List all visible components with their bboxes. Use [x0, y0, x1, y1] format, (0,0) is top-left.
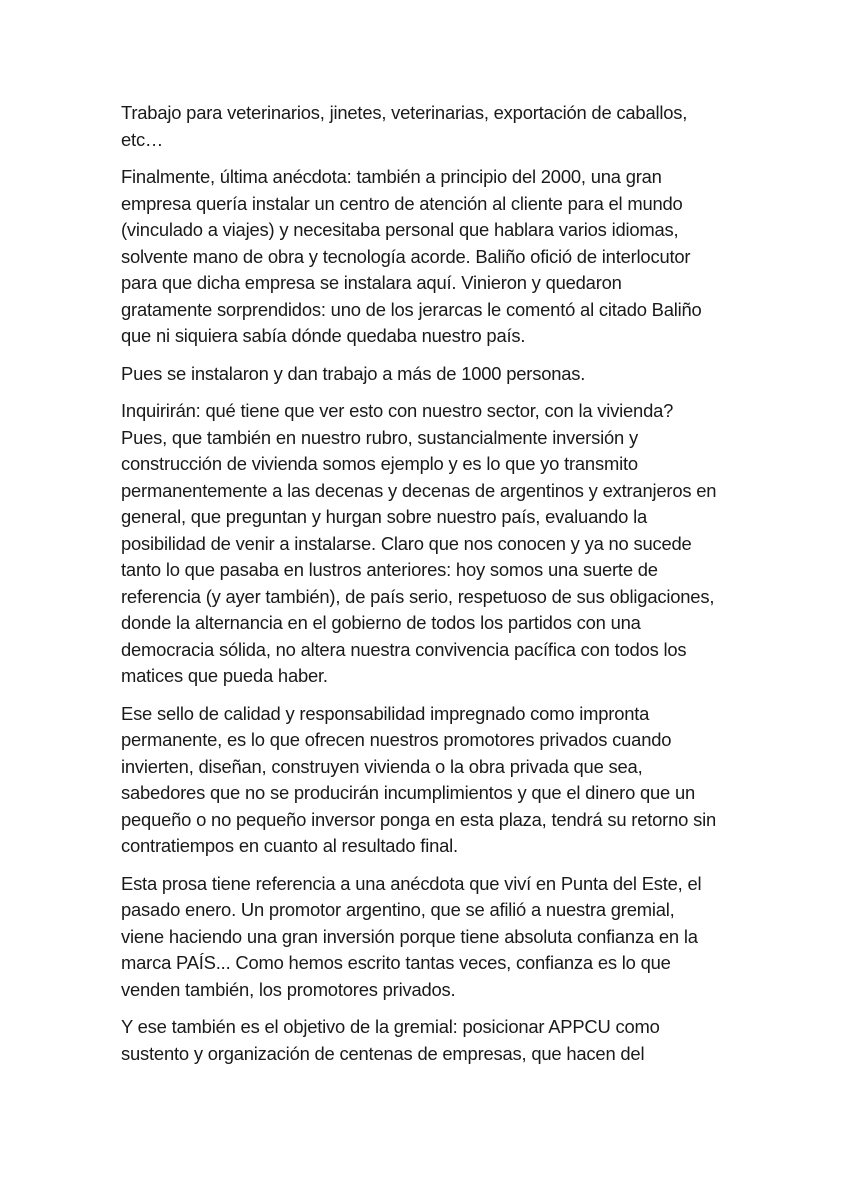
text-line: donde la alternancia en el gobierno de todos los partidos con una [121, 612, 641, 633]
text-line: tanto lo que pasaba en lustros anteriores: hoy somos una suerte de [121, 559, 658, 580]
text-line: Pues, que también en nuestro rubro, sustancialmente inversión y [121, 426, 638, 448]
text-line: empresa quería instalar un centro de atención al cliente para el mundo [121, 192, 683, 214]
text-line: viene haciendo una gran inversión porque tiene absoluta confianza en la [121, 925, 698, 947]
text-line: matices que pueda haber. [121, 665, 328, 686]
text-line: gratamente sorprendidos: uno de los jerarcas le comentó al citado Baliño [121, 298, 702, 320]
text-line: marca PAÍS... Como hemos escrito tantas veces, confianza es lo que [121, 952, 671, 973]
paragraph-7 [121, 1014, 733, 1067]
text-line: Ese sello de calidad y responsabilidad impregnado como impronta [121, 702, 650, 724]
paragraph-3 [121, 361, 733, 388]
text-line: Inquirirán: qué tiene que ver esto con nuestro sector, con la vivienda? [121, 400, 674, 421]
paragraph-2 [121, 164, 733, 350]
text-line: Trabajo para veterinarios, jinetes, veterinarias, exportación de caballos, [121, 102, 688, 123]
text-line: general, que preguntan y hurgan sobre nuestro país, evaluando la [121, 506, 648, 527]
text-line: democracia sólida, no altera nuestra convivencia pacífica con todos los [121, 638, 687, 660]
paragraph-1 [121, 100, 733, 153]
text-line: solvente mano de obra y tecnología acorde. Baliño ofició de interlocutor [121, 245, 691, 267]
text-line: etc… [121, 128, 164, 150]
text-line: construcción de vivienda somos ejemplo y es lo que yo transmito [121, 453, 638, 474]
document-page [121, 100, 733, 1078]
paragraph-4 [121, 398, 733, 690]
text-line: Finalmente, última anécdota: también a principio del 2000, una gran [121, 166, 662, 187]
text-line: invierten, diseñan, construyen vivienda o la obra privada que sea, [121, 755, 643, 777]
text-line: referencia (y ayer también), de país serio, respetuoso de sus obligaciones, [121, 585, 715, 607]
text-line: Esta prosa tiene referencia a una anécdota que viví en Punta del Este, el [121, 872, 702, 894]
text-line: Y ese también es el objetivo de la gremial: posicionar APPCU como [121, 1016, 660, 1037]
text-line: que ni siquiera sabía dónde quedaba nuestro país. [121, 325, 526, 346]
text-line: contratiempos en cuanto al resultado final. [121, 835, 458, 856]
text-line: venden también, los promotores privados. [121, 978, 456, 1000]
text-line: posibilidad de venir a instalarse. Claro que nos conocen y ya no sucede [121, 532, 692, 554]
text-line: Pues se instalaron y dan trabajo a más de 1000 personas. [121, 362, 586, 384]
text-line: para que dicha empresa se instalara aquí. Vinieron y quedaron [121, 272, 622, 293]
paragraph-5 [121, 701, 733, 860]
paragraph-6 [121, 871, 733, 1004]
text-line: (vinculado a viajes) y necesitaba personal que hablara varios idiomas, [121, 219, 679, 240]
text-line: sabedores que no se producirán incumplimientos y que el dinero que un [121, 782, 696, 803]
text-line: permanente, es lo que ofrecen nuestros promotores privados cuando [121, 729, 672, 750]
text-line: pasado enero. Un promotor argentino, que se afilió a nuestra gremial, [121, 899, 675, 920]
text-line: pequeño o no pequeño inversor ponga en esta plaza, tendrá su retorno sin [121, 808, 716, 830]
text-line: permanentemente a las decenas y decenas de argentinos y extranjeros en [121, 479, 717, 501]
text-line: sustento y organización de centenas de empresas, que hacen del [121, 1042, 645, 1064]
